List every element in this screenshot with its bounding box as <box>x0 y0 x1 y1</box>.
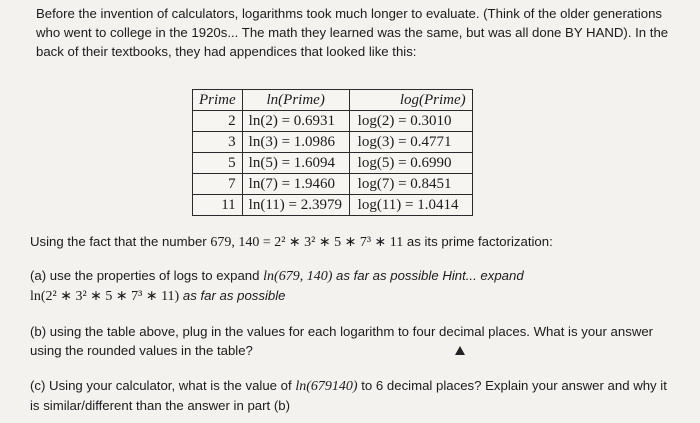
ln-cell: ln(3) = 1.0986 <box>242 132 349 153</box>
ln-cell: ln(5) = 1.6094 <box>242 153 349 174</box>
ln-cell: ln(7) = 1.9460 <box>242 174 349 195</box>
table-row <box>193 132 473 153</box>
table-header-row <box>193 90 473 111</box>
prime-cell: 7 <box>193 174 243 195</box>
factorization-expression: 679, 140 = 2² ∗ 3² ∗ 5 ∗ 7³ ∗ 11 <box>210 235 404 250</box>
table-row <box>193 195 473 216</box>
header-log: log(Prime) <box>349 90 472 111</box>
part-c-suffix: to 6 decimal places? Explain your answer and why it is similar/different than the answer in part (b) <box>30 378 667 413</box>
prime-cell: 5 <box>193 153 243 174</box>
part-b: (b) using the table above, plug in the values for each logarithm to four decimal places. What is your answer using the rounded values in the table? <box>30 324 654 358</box>
fact-suffix: as its prime factorization: <box>406 234 553 249</box>
header-prime: Prime <box>193 90 243 111</box>
part-a-expand-suffix: as far as possible <box>182 288 286 303</box>
prime-cell: 3 <box>193 132 243 153</box>
fact-prefix: Using the fact that the number <box>30 234 207 249</box>
ln-cell: ln(11) = 2.3979 <box>242 195 349 216</box>
table-row <box>193 111 473 132</box>
header-ln: ln(Prime) <box>242 90 349 111</box>
part-c-prefix: (c) Using your calculator, what is the value of <box>30 378 292 393</box>
table-row <box>193 174 473 195</box>
part-c-expression: ln(679140) <box>295 379 358 394</box>
part-a-prefix: (a) use the properties of logs to expand <box>30 268 260 283</box>
table-row <box>193 153 473 174</box>
log-cell: log(2) = 0.3010 <box>349 111 472 132</box>
mouse-cursor-icon <box>455 346 465 355</box>
log-cell: log(5) = 0.6990 <box>349 153 472 174</box>
part-a-expand-expression: ln(2² ∗ 3² ∗ 5 ∗ 7³ ∗ 11) <box>30 289 180 304</box>
log-cell: log(7) = 0.8451 <box>349 174 472 195</box>
log-table <box>192 89 473 216</box>
part-a-expression: ln(679, 140) <box>263 269 333 284</box>
part-a-hint: as far as possible Hint... expand <box>336 268 524 283</box>
log-cell: log(3) = 0.4771 <box>349 132 472 153</box>
prime-cell: 2 <box>193 111 243 132</box>
intro-paragraph: Before the invention of calculators, logarithms took much longer to evaluate. (Think of the older generations who went to college in the 1920s... The math they learned was the same, but was all done BY HAND). In the back of their textbooks, they had appendices that looked like this: <box>36 6 669 59</box>
log-cell: log(11) = 1.0414 <box>349 195 472 216</box>
ln-cell: ln(2) = 0.6931 <box>242 111 349 132</box>
part-a <box>30 266 680 306</box>
prime-cell: 11 <box>193 195 243 216</box>
factorization-statement <box>30 232 680 252</box>
part-c <box>30 376 670 415</box>
